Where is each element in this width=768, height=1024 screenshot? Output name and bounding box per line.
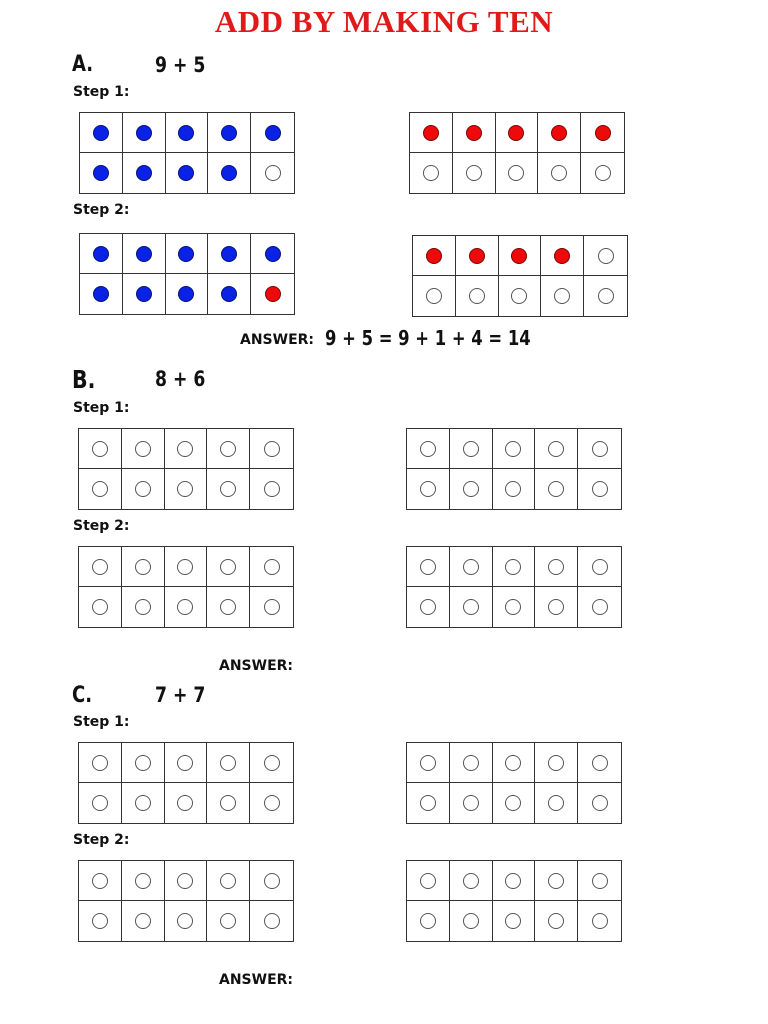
empty-counter-icon xyxy=(92,481,108,497)
empty-counter-icon xyxy=(463,559,479,575)
blue-counter-icon xyxy=(93,125,109,141)
empty-counter-icon xyxy=(420,441,436,457)
empty-counter-icon xyxy=(135,441,151,457)
frame-cell xyxy=(578,901,621,941)
section-problem: 7 + 7 xyxy=(155,683,206,707)
frame-cell xyxy=(496,113,539,153)
ten-frame xyxy=(406,428,622,510)
empty-counter-icon xyxy=(177,441,193,457)
frame-cell xyxy=(578,547,621,587)
empty-counter-icon xyxy=(420,873,436,889)
frame-cell xyxy=(165,547,208,587)
empty-counter-icon xyxy=(463,913,479,929)
empty-counter-icon xyxy=(505,755,521,771)
ten-frame xyxy=(406,546,622,628)
empty-counter-icon xyxy=(592,913,608,929)
frame-cell xyxy=(208,274,251,314)
empty-counter-icon xyxy=(463,599,479,615)
red-counter-icon xyxy=(595,125,611,141)
frame-cell xyxy=(578,783,621,823)
empty-counter-icon xyxy=(177,795,193,811)
empty-counter-icon xyxy=(463,755,479,771)
frame-cell xyxy=(407,469,450,509)
frame-cell xyxy=(407,783,450,823)
ten-frame xyxy=(409,112,625,194)
frame-cell xyxy=(581,113,624,153)
frame-cell xyxy=(207,783,250,823)
frame-cell xyxy=(122,587,165,627)
frame-cell xyxy=(207,587,250,627)
frame-cell xyxy=(578,587,621,627)
frame-cell xyxy=(578,861,621,901)
frame-cell xyxy=(450,861,493,901)
empty-counter-icon xyxy=(551,165,567,181)
frame-cell xyxy=(535,861,578,901)
empty-counter-icon xyxy=(548,755,564,771)
blue-counter-icon xyxy=(178,246,194,262)
ten-frame xyxy=(406,742,622,824)
empty-counter-icon xyxy=(505,441,521,457)
frame-cell xyxy=(535,547,578,587)
empty-counter-icon xyxy=(505,481,521,497)
frame-cell xyxy=(250,587,293,627)
empty-counter-icon xyxy=(264,481,280,497)
frame-cell xyxy=(208,113,251,153)
answer-label: ANSWER: xyxy=(219,972,294,988)
empty-counter-icon xyxy=(592,599,608,615)
step1-label: Step 1: xyxy=(73,400,130,416)
step2-label: Step 2: xyxy=(73,832,130,848)
frame-cell xyxy=(250,901,293,941)
section-problem: 9 + 5 xyxy=(155,53,206,77)
frame-cell xyxy=(250,547,293,587)
empty-counter-icon xyxy=(135,755,151,771)
frame-cell xyxy=(166,234,209,274)
frame-cell xyxy=(80,153,123,193)
frame-cell xyxy=(581,153,624,193)
red-counter-icon xyxy=(511,248,527,264)
frame-cell xyxy=(165,783,208,823)
empty-counter-icon xyxy=(177,599,193,615)
ten-frame xyxy=(78,546,294,628)
worksheet-title: ADD BY MAKING TEN xyxy=(214,4,554,39)
frame-cell xyxy=(578,469,621,509)
frame-cell xyxy=(407,901,450,941)
answer-label: ANSWER: xyxy=(240,332,315,348)
empty-counter-icon xyxy=(92,559,108,575)
frame-cell xyxy=(493,587,536,627)
ten-frame xyxy=(78,742,294,824)
step2-label: Step 2: xyxy=(73,202,130,218)
empty-counter-icon xyxy=(592,559,608,575)
empty-counter-icon xyxy=(264,913,280,929)
blue-counter-icon xyxy=(221,286,237,302)
empty-counter-icon xyxy=(220,559,236,575)
empty-counter-icon xyxy=(508,165,524,181)
empty-counter-icon xyxy=(177,755,193,771)
blue-counter-icon xyxy=(178,125,194,141)
frame-cell xyxy=(166,153,209,193)
empty-counter-icon xyxy=(264,559,280,575)
empty-counter-icon xyxy=(511,288,527,304)
red-counter-icon xyxy=(469,248,485,264)
frame-cell xyxy=(122,743,165,783)
empty-counter-icon xyxy=(505,913,521,929)
frame-cell xyxy=(251,153,294,193)
frame-cell xyxy=(123,113,166,153)
frame-cell xyxy=(450,547,493,587)
frame-cell xyxy=(165,743,208,783)
frame-cell xyxy=(535,743,578,783)
frame-cell xyxy=(250,861,293,901)
ten-frame xyxy=(79,233,295,315)
step1-label: Step 1: xyxy=(73,714,130,730)
frame-cell xyxy=(407,547,450,587)
frame-cell xyxy=(80,113,123,153)
frame-cell xyxy=(535,587,578,627)
empty-counter-icon xyxy=(595,165,611,181)
frame-cell xyxy=(122,547,165,587)
ten-frame xyxy=(78,860,294,942)
frame-cell xyxy=(450,587,493,627)
red-counter-icon xyxy=(466,125,482,141)
empty-counter-icon xyxy=(92,913,108,929)
frame-cell xyxy=(410,113,453,153)
blue-counter-icon xyxy=(93,286,109,302)
frame-cell xyxy=(79,429,122,469)
empty-counter-icon xyxy=(548,873,564,889)
empty-counter-icon xyxy=(598,288,614,304)
empty-counter-icon xyxy=(220,755,236,771)
frame-cell xyxy=(80,234,123,274)
blue-counter-icon xyxy=(221,125,237,141)
frame-cell xyxy=(207,901,250,941)
empty-counter-icon xyxy=(598,248,614,264)
empty-counter-icon xyxy=(420,795,436,811)
frame-cell xyxy=(122,429,165,469)
frame-cell xyxy=(79,861,122,901)
empty-counter-icon xyxy=(426,288,442,304)
frame-cell xyxy=(250,743,293,783)
empty-counter-icon xyxy=(420,599,436,615)
frame-cell xyxy=(538,153,581,193)
frame-cell xyxy=(578,743,621,783)
answer-label: ANSWER: xyxy=(219,658,294,674)
empty-counter-icon xyxy=(505,559,521,575)
frame-cell xyxy=(538,113,581,153)
frame-cell xyxy=(250,469,293,509)
section-letter: B. xyxy=(72,365,96,394)
empty-counter-icon xyxy=(466,165,482,181)
empty-counter-icon xyxy=(264,755,280,771)
empty-counter-icon xyxy=(420,913,436,929)
frame-cell xyxy=(165,901,208,941)
frame-cell xyxy=(453,153,496,193)
frame-cell xyxy=(207,743,250,783)
frame-cell xyxy=(251,234,294,274)
empty-counter-icon xyxy=(505,599,521,615)
empty-counter-icon xyxy=(135,559,151,575)
frame-cell xyxy=(493,429,536,469)
blue-counter-icon xyxy=(178,165,194,181)
frame-cell xyxy=(79,783,122,823)
empty-counter-icon xyxy=(264,795,280,811)
frame-cell xyxy=(123,274,166,314)
blue-counter-icon xyxy=(221,165,237,181)
blue-counter-icon xyxy=(93,165,109,181)
section-letter: A. xyxy=(72,52,94,77)
red-counter-icon xyxy=(508,125,524,141)
empty-counter-icon xyxy=(135,913,151,929)
empty-counter-icon xyxy=(463,441,479,457)
blue-counter-icon xyxy=(136,165,152,181)
empty-counter-icon xyxy=(92,599,108,615)
frame-cell xyxy=(208,234,251,274)
frame-cell xyxy=(450,429,493,469)
red-counter-icon xyxy=(423,125,439,141)
frame-cell xyxy=(207,861,250,901)
frame-cell xyxy=(450,469,493,509)
frame-cell xyxy=(450,743,493,783)
empty-counter-icon xyxy=(264,599,280,615)
ten-frame xyxy=(79,112,295,194)
empty-counter-icon xyxy=(220,481,236,497)
frame-cell xyxy=(208,153,251,193)
answer-equation: 9 + 5 = 9 + 1 + 4 = 14 xyxy=(325,326,531,350)
frame-cell xyxy=(541,276,584,316)
frame-cell xyxy=(122,783,165,823)
frame-cell xyxy=(493,783,536,823)
frame-cell xyxy=(79,743,122,783)
frame-cell xyxy=(456,236,499,276)
frame-cell xyxy=(80,274,123,314)
frame-cell xyxy=(407,587,450,627)
empty-counter-icon xyxy=(135,795,151,811)
empty-counter-icon xyxy=(135,599,151,615)
frame-cell xyxy=(165,587,208,627)
empty-counter-icon xyxy=(135,873,151,889)
empty-counter-icon xyxy=(220,873,236,889)
empty-counter-icon xyxy=(505,873,521,889)
frame-cell xyxy=(499,276,542,316)
empty-counter-icon xyxy=(423,165,439,181)
empty-counter-icon xyxy=(505,795,521,811)
frame-cell xyxy=(493,901,536,941)
red-counter-icon xyxy=(554,248,570,264)
empty-counter-icon xyxy=(548,913,564,929)
empty-counter-icon xyxy=(92,441,108,457)
red-counter-icon xyxy=(551,125,567,141)
frame-cell xyxy=(122,901,165,941)
frame-cell xyxy=(413,236,456,276)
empty-counter-icon xyxy=(548,559,564,575)
frame-cell xyxy=(79,547,122,587)
frame-cell xyxy=(207,429,250,469)
empty-counter-icon xyxy=(92,755,108,771)
empty-counter-icon xyxy=(548,441,564,457)
empty-counter-icon xyxy=(548,599,564,615)
red-counter-icon xyxy=(265,286,281,302)
frame-cell xyxy=(456,276,499,316)
empty-counter-icon xyxy=(592,873,608,889)
frame-cell xyxy=(166,113,209,153)
frame-cell xyxy=(578,429,621,469)
frame-cell xyxy=(410,153,453,193)
frame-cell xyxy=(165,469,208,509)
frame-cell xyxy=(79,587,122,627)
frame-cell xyxy=(79,901,122,941)
empty-counter-icon xyxy=(265,165,281,181)
frame-cell xyxy=(535,469,578,509)
frame-cell xyxy=(166,274,209,314)
frame-cell xyxy=(123,153,166,193)
blue-counter-icon xyxy=(136,246,152,262)
empty-counter-icon xyxy=(463,481,479,497)
empty-counter-icon xyxy=(592,441,608,457)
ten-frame xyxy=(412,235,628,317)
frame-cell xyxy=(123,234,166,274)
frame-cell xyxy=(450,901,493,941)
frame-cell xyxy=(493,861,536,901)
empty-counter-icon xyxy=(135,481,151,497)
blue-counter-icon xyxy=(265,246,281,262)
frame-cell xyxy=(251,274,294,314)
empty-counter-icon xyxy=(177,913,193,929)
frame-cell xyxy=(584,276,627,316)
frame-cell xyxy=(499,236,542,276)
frame-cell xyxy=(496,153,539,193)
frame-cell xyxy=(165,429,208,469)
blue-counter-icon xyxy=(221,246,237,262)
section-problem: 8 + 6 xyxy=(155,367,206,391)
empty-counter-icon xyxy=(592,755,608,771)
frame-cell xyxy=(493,743,536,783)
blue-counter-icon xyxy=(265,125,281,141)
empty-counter-icon xyxy=(592,795,608,811)
ten-frame xyxy=(406,860,622,942)
empty-counter-icon xyxy=(548,481,564,497)
section-letter: C. xyxy=(72,683,93,708)
empty-counter-icon xyxy=(264,441,280,457)
frame-cell xyxy=(251,113,294,153)
empty-counter-icon xyxy=(469,288,485,304)
blue-counter-icon xyxy=(136,286,152,302)
empty-counter-icon xyxy=(177,873,193,889)
step1-label: Step 1: xyxy=(73,84,130,100)
blue-counter-icon xyxy=(136,125,152,141)
empty-counter-icon xyxy=(177,559,193,575)
empty-counter-icon xyxy=(420,559,436,575)
empty-counter-icon xyxy=(463,873,479,889)
empty-counter-icon xyxy=(177,481,193,497)
step2-label: Step 2: xyxy=(73,518,130,534)
empty-counter-icon xyxy=(592,481,608,497)
blue-counter-icon xyxy=(178,286,194,302)
ten-frame xyxy=(78,428,294,510)
frame-cell xyxy=(535,783,578,823)
empty-counter-icon xyxy=(420,481,436,497)
frame-cell xyxy=(207,469,250,509)
frame-cell xyxy=(250,429,293,469)
empty-counter-icon xyxy=(463,795,479,811)
empty-counter-icon xyxy=(92,873,108,889)
frame-cell xyxy=(493,469,536,509)
frame-cell xyxy=(535,429,578,469)
frame-cell xyxy=(165,861,208,901)
frame-cell xyxy=(541,236,584,276)
frame-cell xyxy=(79,469,122,509)
frame-cell xyxy=(535,901,578,941)
frame-cell xyxy=(207,547,250,587)
frame-cell xyxy=(453,113,496,153)
frame-cell xyxy=(450,783,493,823)
empty-counter-icon xyxy=(220,441,236,457)
frame-cell xyxy=(584,236,627,276)
empty-counter-icon xyxy=(554,288,570,304)
empty-counter-icon xyxy=(220,599,236,615)
frame-cell xyxy=(250,783,293,823)
frame-cell xyxy=(413,276,456,316)
frame-cell xyxy=(122,861,165,901)
empty-counter-icon xyxy=(220,913,236,929)
empty-counter-icon xyxy=(220,795,236,811)
empty-counter-icon xyxy=(92,795,108,811)
empty-counter-icon xyxy=(548,795,564,811)
frame-cell xyxy=(493,547,536,587)
red-counter-icon xyxy=(426,248,442,264)
frame-cell xyxy=(122,469,165,509)
frame-cell xyxy=(407,743,450,783)
empty-counter-icon xyxy=(264,873,280,889)
empty-counter-icon xyxy=(420,755,436,771)
frame-cell xyxy=(407,429,450,469)
frame-cell xyxy=(407,861,450,901)
blue-counter-icon xyxy=(93,246,109,262)
